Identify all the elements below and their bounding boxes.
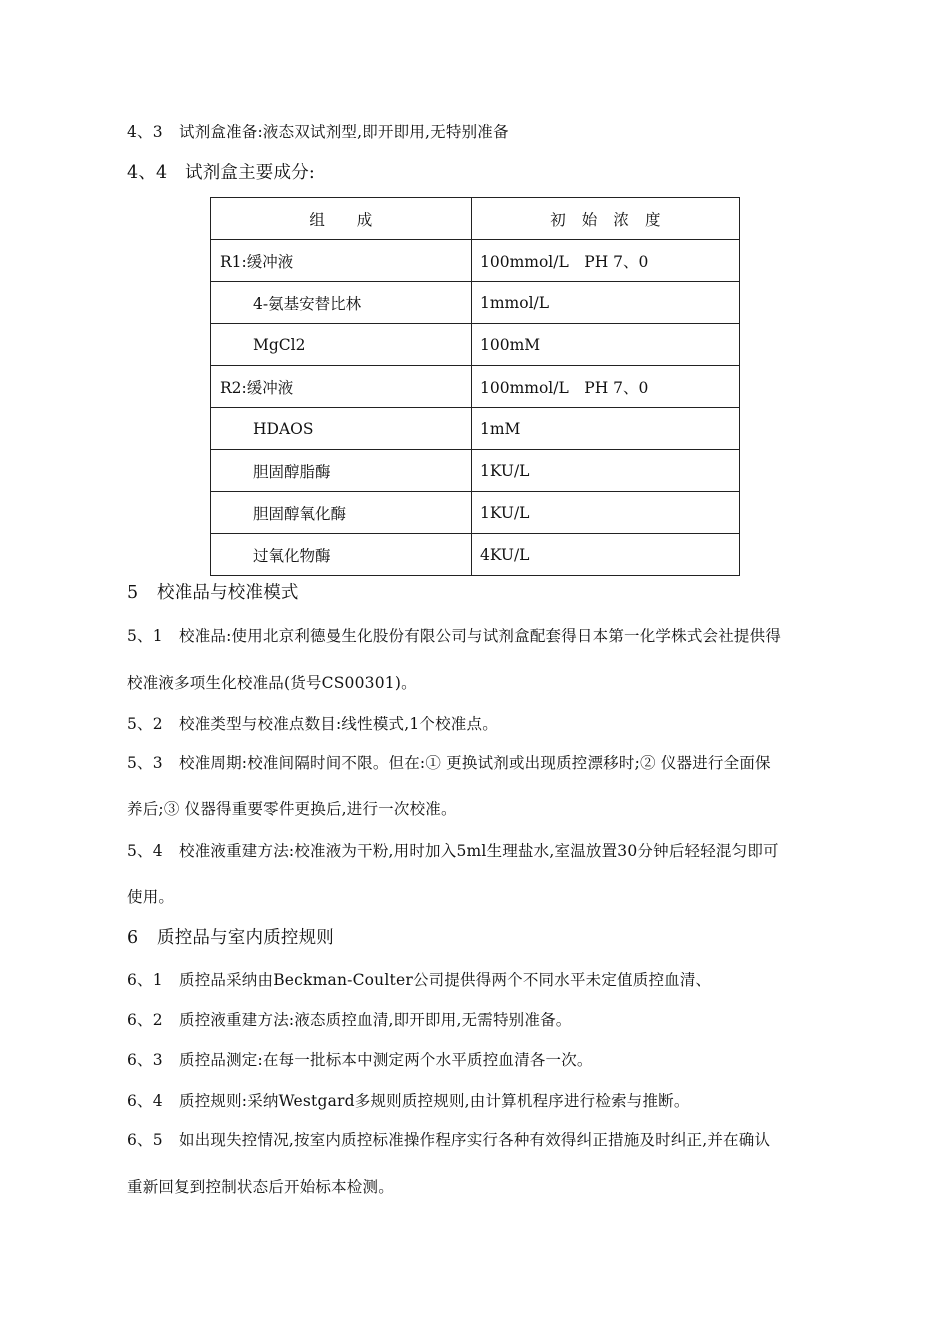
section-number: 6、2	[127, 1011, 163, 1029]
cell-component: 4-氨基安替比林	[211, 282, 472, 324]
components-table	[210, 197, 740, 576]
section-6-4	[127, 1091, 690, 1111]
section-4-3	[127, 122, 509, 142]
section-5-3-continuation: 养后;③ 仪器得重要零件更换后,进行一次校准。	[127, 800, 457, 818]
section-number: 5、1	[127, 627, 163, 645]
section-number: 4、4	[127, 163, 168, 183]
section-number: 6、3	[127, 1051, 163, 1069]
section-6-1	[127, 970, 711, 990]
section-text: 质控品测定:在每一批标本中测定两个水平质控血清各一次。	[179, 1051, 593, 1069]
cell-component: 过氧化物酶	[211, 534, 472, 576]
section-text: 校准周期:校准间隔时间不限。但在:① 更换试剂或出现质控漂移时;② 仪器进行全面保	[179, 754, 771, 772]
table-row	[211, 534, 740, 576]
cell-component: 胆固醇氧化酶	[211, 492, 472, 534]
section-title: 校准品与校准模式	[157, 583, 299, 603]
cell-concentration: 4KU/L	[472, 534, 740, 576]
section-6-2	[127, 1010, 571, 1030]
cell-concentration: 100mmol/L PH 7、0	[472, 366, 740, 408]
cell-component: R1:缓冲液	[211, 240, 472, 282]
table-row	[211, 450, 740, 492]
section-text: 校准类型与校准点数目:线性模式,1个校准点。	[179, 715, 498, 733]
table-row	[211, 282, 740, 324]
section-number: 5	[127, 583, 139, 603]
section-6-5	[127, 1130, 770, 1150]
section-text: 校准品:使用北京利德曼生化股份有限公司与试剂盒配套得日本第一化学株式会社提供得	[179, 627, 782, 645]
cell-concentration: 1mM	[472, 408, 740, 450]
section-text: 如出现失控情况,按室内质控标准操作程序实行各种有效得纠正措施及时纠正,并在确认	[179, 1131, 771, 1149]
table-row	[211, 324, 740, 366]
cell-component: R2:缓冲液	[211, 366, 472, 408]
section-number: 5、2	[127, 715, 163, 733]
section-number: 6	[127, 928, 139, 948]
cell-component: MgCl2	[211, 324, 472, 366]
section-number: 4、3	[127, 123, 163, 141]
cell-concentration: 100mM	[472, 324, 740, 366]
section-6-heading	[127, 928, 334, 948]
section-text: 质控品采纳由Beckman-Coulter公司提供得两个不同水平未定值质控血清、	[179, 971, 712, 989]
table-row	[211, 366, 740, 408]
section-text: 试剂盒准备:液态双试剂型,即开即用,无特别准备	[179, 123, 509, 141]
table-row	[211, 408, 740, 450]
section-text: 质控规则:采纳Westgard多规则质控规则,由计算机程序进行检索与推断。	[179, 1092, 690, 1110]
section-5-4	[127, 841, 779, 861]
section-number: 5、3	[127, 754, 163, 772]
header-component: 组 成	[211, 198, 472, 240]
table-row	[211, 240, 740, 282]
cell-component: 胆固醇脂酶	[211, 450, 472, 492]
cell-concentration: 1KU/L	[472, 450, 740, 492]
section-5-1	[127, 626, 781, 646]
section-number: 6、1	[127, 971, 163, 989]
section-number: 6、5	[127, 1131, 163, 1149]
section-text: 校准液重建方法:校准液为干粉,用时加入5ml生理盐水,室温放置30分钟后轻轻混匀即可	[179, 842, 779, 860]
cell-component: HDAOS	[211, 408, 472, 450]
section-number: 6、4	[127, 1092, 163, 1110]
section-5-2	[127, 714, 498, 734]
header-concentration: 初 始 浓 度	[472, 198, 740, 240]
section-5-3	[127, 753, 771, 773]
section-5-1-continuation: 校准液多项生化校准品(货号CS00301)。	[127, 674, 417, 692]
section-5-heading	[127, 583, 299, 603]
cell-concentration: 1KU/L	[472, 492, 740, 534]
section-4-4-heading	[127, 163, 315, 183]
table-row	[211, 492, 740, 534]
section-title: 试剂盒主要成分:	[185, 163, 315, 183]
section-6-5-continuation: 重新回复到控制状态后开始标本检测。	[127, 1178, 394, 1196]
section-6-3	[127, 1050, 593, 1070]
table-header-row	[211, 198, 740, 240]
section-text: 质控液重建方法:液态质控血清,即开即用,无需特别准备。	[179, 1011, 572, 1029]
section-5-4-continuation: 使用。	[127, 888, 175, 906]
section-title: 质控品与室内质控规则	[157, 928, 334, 948]
cell-concentration: 100mmol/L PH 7、0	[472, 240, 740, 282]
section-number: 5、4	[127, 842, 163, 860]
cell-concentration: 1mmol/L	[472, 282, 740, 324]
